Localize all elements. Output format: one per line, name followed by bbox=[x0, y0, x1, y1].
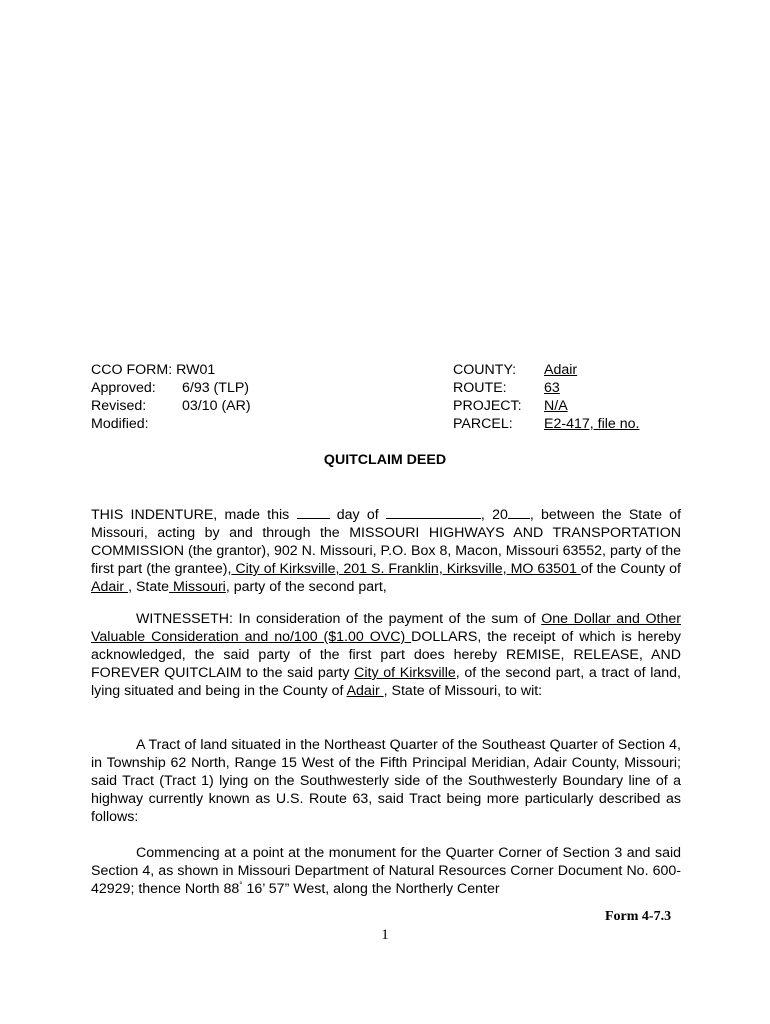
document-title: QUITCLAIM DEED bbox=[323, 452, 447, 468]
commencing-paragraph bbox=[91, 844, 681, 898]
indenture-text-b: day of bbox=[336, 507, 379, 523]
modified-label: Modified: bbox=[91, 416, 149, 432]
indenture-text-e: of the County of bbox=[580, 561, 681, 577]
county-value bbox=[544, 361, 633, 379]
indenture-text-f: , State bbox=[128, 579, 170, 595]
commencing-text-a: Commencing at a point at the monument for the Quarter Corner of Section 3 and said Section 4, as shown in Missouri Department of Natural Resources Corner Document No. 600-42929; thence North 88 bbox=[91, 845, 681, 897]
form-number: Form 4-7.3 bbox=[605, 909, 672, 924]
indenture-paragraph bbox=[91, 504, 681, 596]
witnesseth-text-a: WITNESSETH: In consideration of the payment of the sum of bbox=[136, 611, 536, 627]
parcel-value-text: E2-417, file no. bbox=[544, 416, 640, 432]
grantee-county: Adair bbox=[91, 579, 129, 595]
approved-label: Approved: bbox=[91, 380, 156, 396]
revised-value: 03/10 (AR) bbox=[182, 398, 251, 414]
project-label: PROJECT: bbox=[453, 398, 522, 414]
form-value: RW01 bbox=[176, 362, 216, 378]
witnesseth-text-c: , of the second part, a tract of land, lying situated and being in the County of bbox=[91, 665, 681, 699]
commencing-text-b: 16’ 57” West, along the Northerly Center bbox=[242, 881, 500, 897]
approved-value: 6/93 (TLP) bbox=[182, 380, 250, 396]
indenture-text-d: , between the State of Missouri, acting by and through the MISSOURI HIGHWAYS AND TRANSPORTATION COMMISSION (the grantor), 902 N. Missouri, P.O. Box 8, Macon, Missouri 63552, party of the first part (the grantee), bbox=[91, 507, 682, 577]
county-value-text: Adair bbox=[544, 362, 578, 378]
witnesseth-text-b: DOLLARS, the receipt of which is hereby acknowledged, the said party of the first part does hereby REMISE, RELEASE, AND FOREVER QUITCLAIM to the said party bbox=[91, 629, 681, 681]
day-blank bbox=[297, 504, 330, 519]
approved-line bbox=[91, 379, 156, 397]
indenture-text-g: , party of the second part, bbox=[225, 579, 387, 595]
witnesseth-text-d: , State of Missouri, to wit: bbox=[383, 683, 543, 699]
revised-label: Revised: bbox=[91, 398, 147, 414]
tract-county: Adair bbox=[346, 683, 384, 699]
witnesseth-paragraph bbox=[91, 610, 681, 700]
page-number: 1 bbox=[381, 927, 389, 943]
parcel-label: PARCEL: bbox=[453, 416, 513, 432]
indenture-text-c: , 20 bbox=[480, 507, 508, 523]
month-blank bbox=[386, 504, 481, 519]
project-value-text: N/A bbox=[544, 398, 568, 414]
form-label: CCO FORM: bbox=[91, 362, 173, 378]
grantee-state: Missouri bbox=[169, 579, 226, 595]
form-line bbox=[91, 361, 215, 379]
project-value bbox=[544, 397, 633, 415]
grantee-party: City of Kirksville bbox=[354, 665, 456, 681]
route-value-text: 63 bbox=[544, 380, 560, 396]
county-label: COUNTY: bbox=[453, 362, 517, 378]
grantee-name: City of Kirksville, 201 S. Franklin, Kirksville, MO 63501 bbox=[231, 561, 581, 577]
tract-description-paragraph: A Tract of land situated in the Northeast Quarter of the Southeast Quarter of Section 4, in Township 62 North, Range 15 West of the Fifth Principal Meridian, Adair County, Missouri; said Tract (Tract 1) lying on the Southwesterly side of the Southwesterly Boundary line of a highway currently known as U.S. Route 63, said Tract being more particularly described as follows: bbox=[91, 737, 681, 825]
year-blank bbox=[508, 504, 530, 519]
consideration-sum: One Dollar and Other Valuable Consideration and no/100 ($1.00 OVC) bbox=[91, 611, 681, 645]
parcel-value bbox=[544, 415, 673, 433]
route-label: ROUTE: bbox=[453, 380, 507, 396]
route-value bbox=[544, 379, 633, 397]
degree-symbol: ° bbox=[239, 880, 243, 890]
indenture-text-a: THIS INDENTURE, made this bbox=[91, 507, 290, 523]
